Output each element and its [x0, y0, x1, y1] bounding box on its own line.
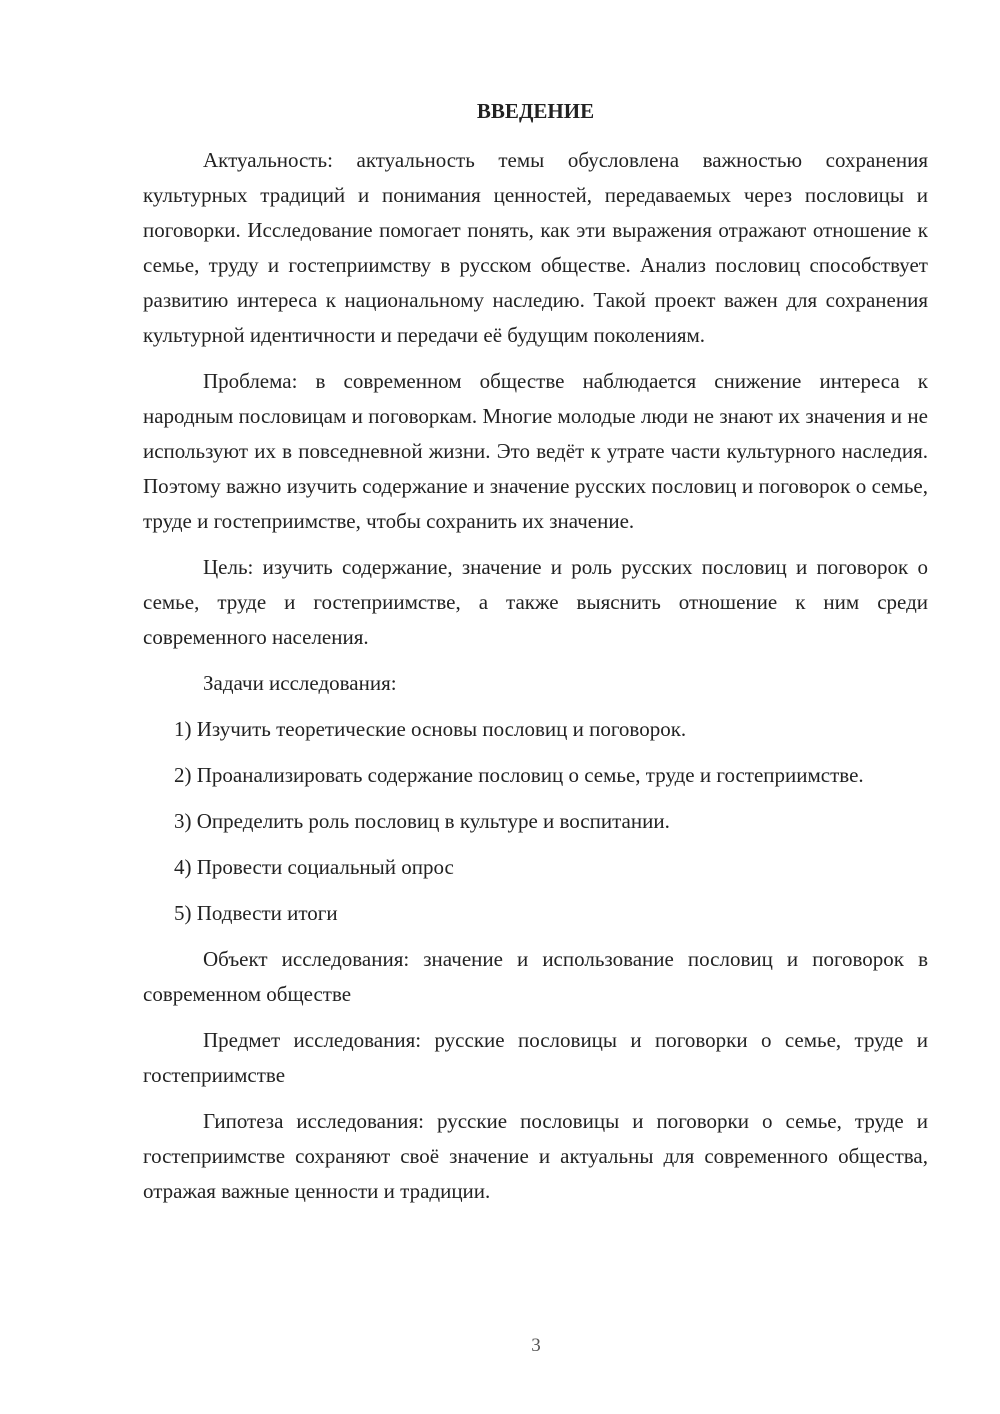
task-item-3: 3) Определить роль пословиц в культуре и воспитании.	[174, 809, 670, 833]
page-title: ВВЕДЕНИЕ	[476, 99, 595, 123]
page-number: 3	[531, 1335, 541, 1356]
tasks-heading: Задачи исследования:	[203, 671, 397, 695]
task-item-5: 5) Подвести итоги	[174, 901, 338, 925]
task-item-1: 1) Изучить теоретические основы пословиц и поговорок.	[174, 717, 687, 741]
hypothesis-paragraph: Гипотеза исследования: русские пословицы и поговорки о семье, труде и гостеприимстве сохраняют своё значение и актуальны для современного общества, отражая важные ценности и традиции.	[143, 1109, 928, 1203]
task-item-2: 2) Проанализировать содержание пословиц о семье, труде и гостеприимстве.	[174, 763, 864, 787]
problem-paragraph: Проблема: в современном обществе наблюдается снижение интереса к народным пословицам и поговоркам. Многие молодые люди не знают их значения и не используют их в повседневной жизни. Это ведёт к утрате части культурного наследия. Поэтому важно изучить содержание и значение русских пословиц и поговорок о семье, труде и гостеприимстве, чтобы сохранить их значение.	[143, 369, 928, 533]
goal-paragraph: Цель: изучить содержание, значение и роль русских пословиц и поговорок о семье, труде и гостеприимстве, а также выяснить отношение к ним среди современного населения.	[143, 555, 928, 649]
task-item-4: 4) Провести социальный опрос	[174, 855, 454, 879]
research-object-paragraph: Объект исследования: значение и использование пословиц и поговорок в современном обществе	[143, 947, 928, 1006]
research-subject-paragraph: Предмет исследования: русские пословицы и поговорки о семье, труде и гостеприимстве	[143, 1028, 928, 1087]
relevance-paragraph: Актуальность: актуальность темы обусловлена важностью сохранения культурных традиций и понимания ценностей, передаваемых через пословицы и поговорки. Исследование помогает понять, как эти выражения отражают отношение к семье, труду и гостеприимству в русском обществе. Анализ пословиц способствует развитию интереса к национальному наследию. Такой проект важен для сохранения культурной идентичности и передачи её будущим поколениям.	[143, 148, 928, 347]
document-body	[143, 97, 928, 1220]
